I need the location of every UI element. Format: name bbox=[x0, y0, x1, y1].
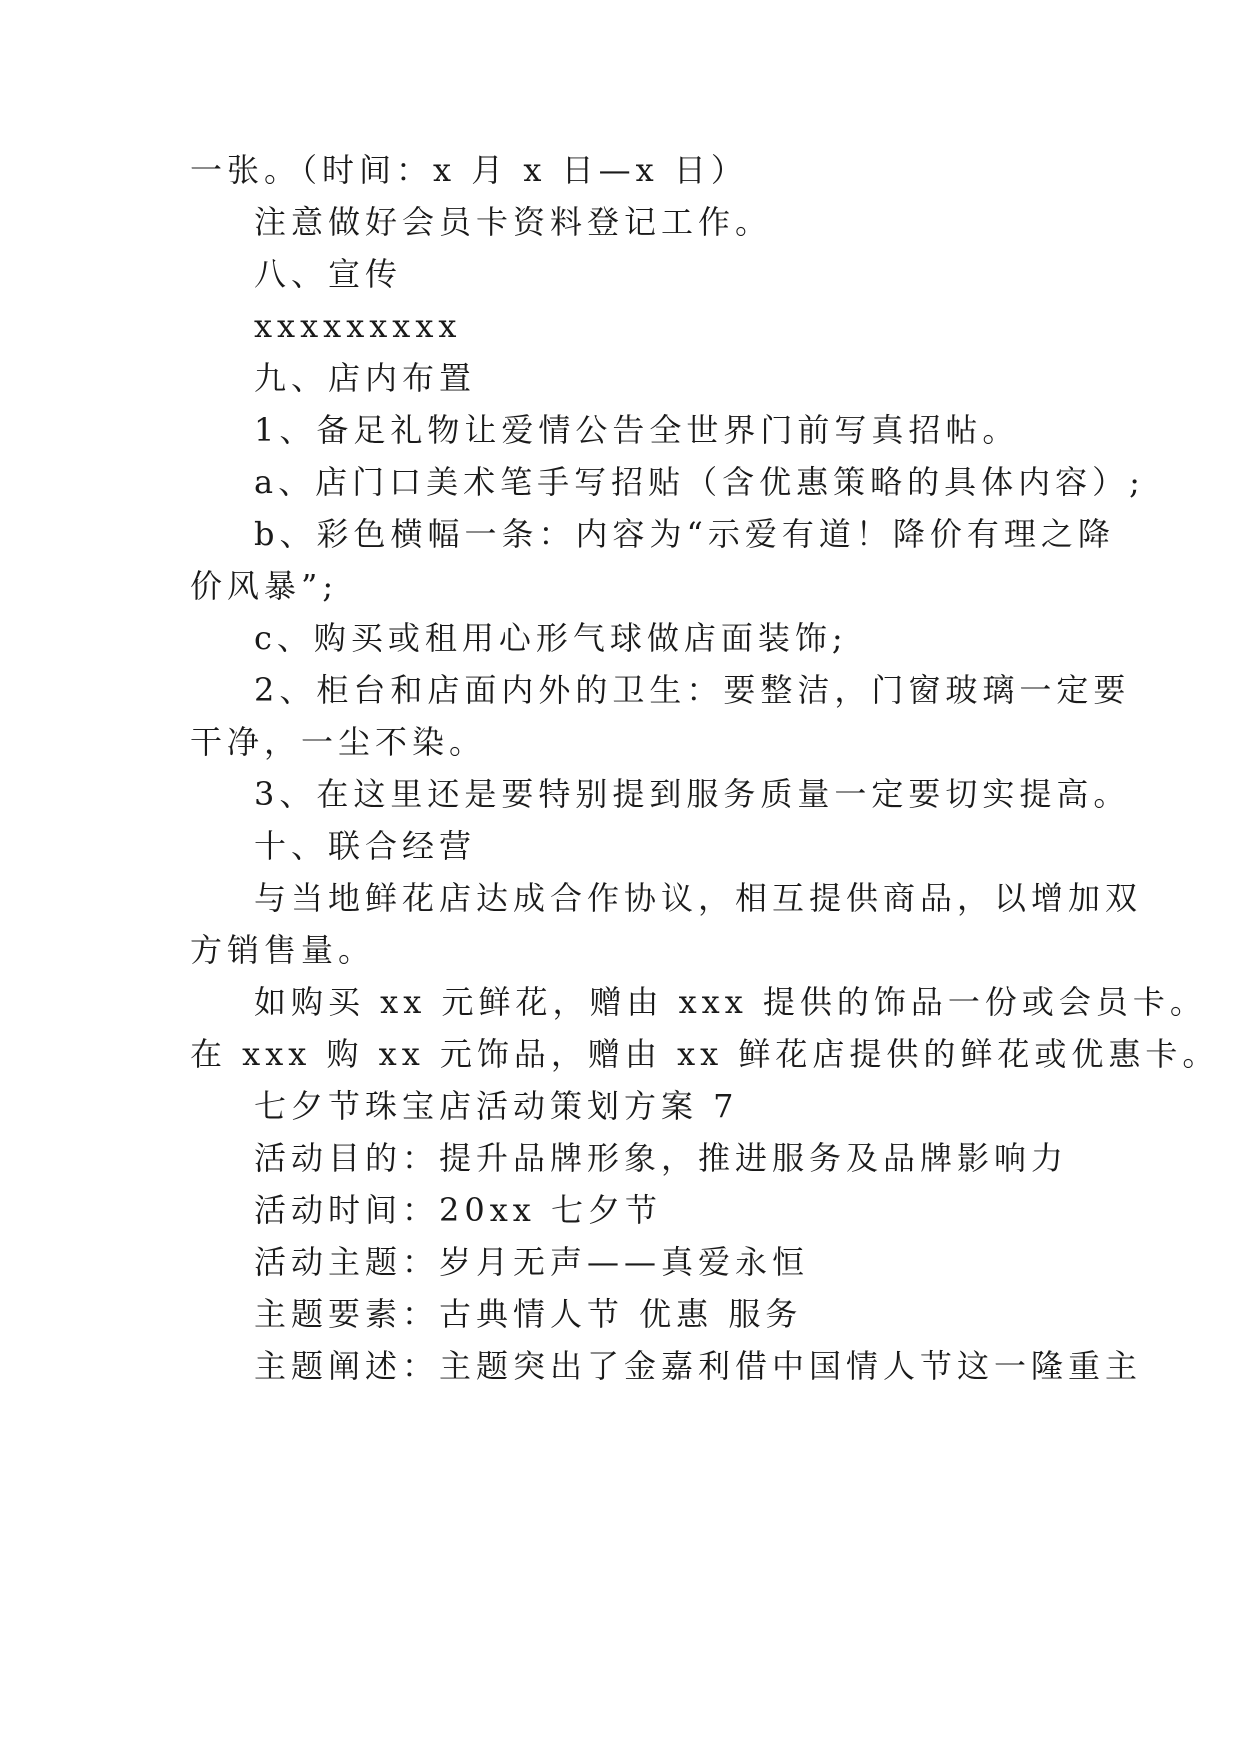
text-line: xxxxxxxxx bbox=[254, 307, 462, 345]
text-line: 1、备足礼物让爱情公告全世界门前写真招帖。 bbox=[254, 411, 1020, 449]
text-line: 活动目的：提升品牌形象，推进服务及品牌影响力 bbox=[254, 1139, 1069, 1177]
text-line: 主题要素：古典情人节 优惠 服务 bbox=[254, 1295, 803, 1333]
text-line: c、购买或租用心形气球做店面装饰; bbox=[254, 619, 848, 657]
text-line: 价风暴”; bbox=[190, 567, 339, 605]
text-line: 干净，一尘不染。 bbox=[190, 723, 487, 761]
text-line: 一张。（时间：x 月 x 日—x 日） bbox=[190, 151, 748, 189]
section-heading: 九、店内布置 bbox=[254, 359, 477, 397]
text-line: 主题阐述：主题突出了金嘉利借中国情人节这一隆重主 bbox=[254, 1347, 1143, 1385]
text-line: 2、柜台和店面内外的卫生：要整洁，门窗玻璃一定要 bbox=[254, 671, 1131, 709]
text-line: 在 xxx 购 xx 元饰品，赠由 xx 鲜花店提供的鲜花或优惠卡。 bbox=[190, 1035, 1220, 1073]
text-line: 3、在这里还是要特别提到服务质量一定要切实提高。 bbox=[254, 775, 1131, 813]
text-line: 方销售量。 bbox=[190, 931, 376, 969]
text-line: 活动时间：20xx 七夕节 bbox=[254, 1191, 662, 1229]
text-line: 如购买 xx 元鲜花，赠由 xxx 提供的饰品一份或会员卡。 bbox=[254, 983, 1207, 1021]
text-line: 与当地鲜花店达成合作协议，相互提供商品，以增加双 bbox=[254, 879, 1143, 917]
section-heading: 十、联合经营 bbox=[254, 827, 477, 865]
document-title: 七夕节珠宝店活动策划方案 7 bbox=[254, 1087, 739, 1125]
text-line: a、店门口美术笔手写招贴（含优惠策略的具体内容）; bbox=[254, 463, 1145, 501]
section-heading: 八、宣传 bbox=[254, 255, 403, 293]
text-line: 活动主题：岁月无声——真爱永恒 bbox=[254, 1243, 810, 1281]
text-line: b、彩色横幅一条：内容为“示爱有道！降价有理之降 bbox=[254, 515, 1115, 553]
text-line: 注意做好会员卡资料登记工作。 bbox=[254, 203, 773, 241]
